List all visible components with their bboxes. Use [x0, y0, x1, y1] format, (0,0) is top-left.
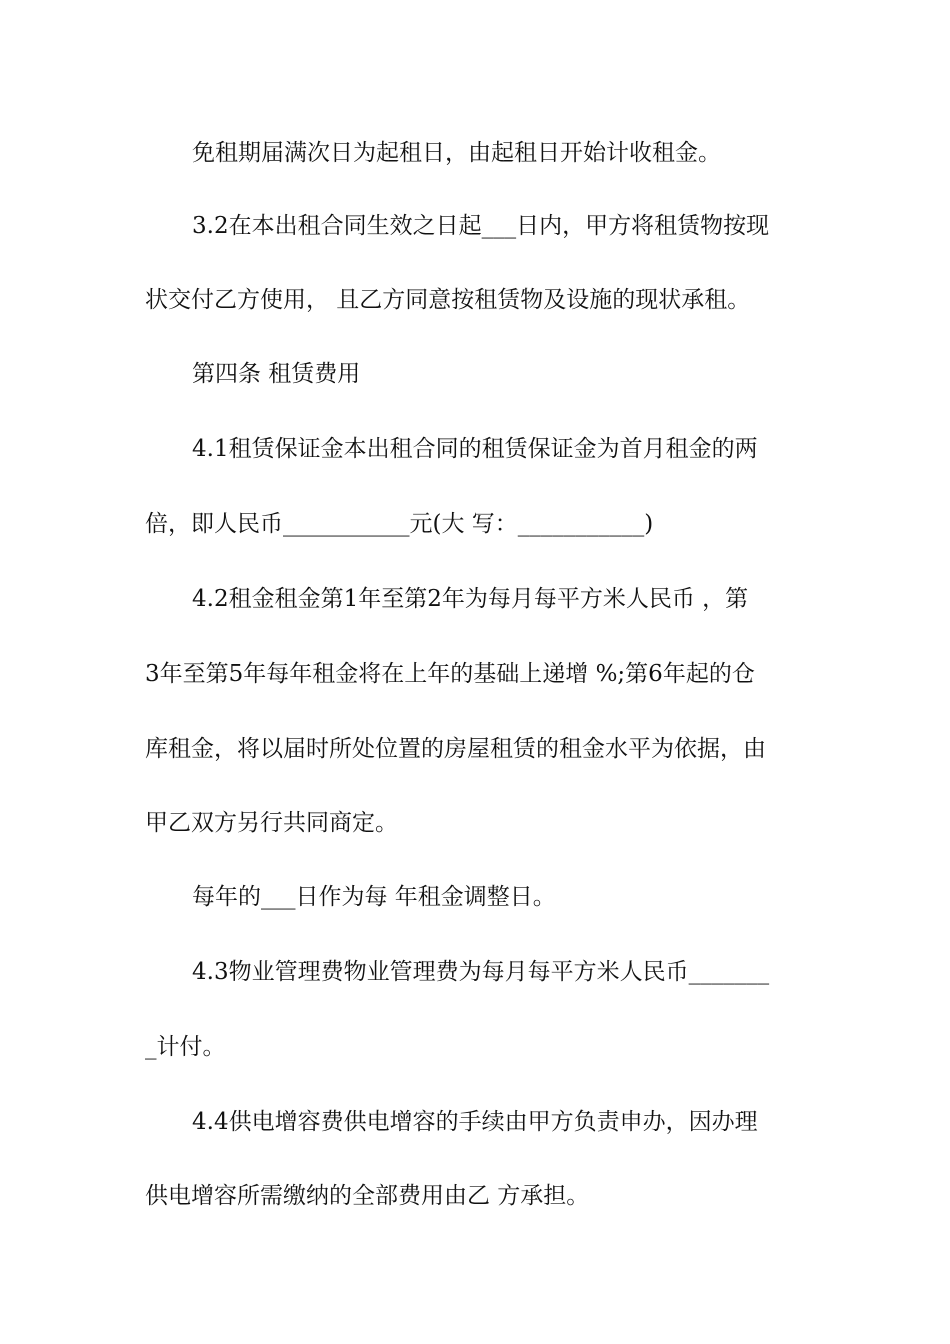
paragraph-line: 甲乙双方另行共同商定。: [145, 810, 398, 836]
paragraph-line: _计付。: [145, 1034, 226, 1060]
section-heading: 第四条 租赁费用: [192, 361, 361, 387]
paragraph-line: 4.1租赁保证金本出租合同的租赁保证金为首月租金的两: [192, 436, 758, 462]
paragraph-line: 每年的___日作为每 年租金调整日。: [192, 884, 556, 910]
paragraph-line: 倍，即人民币___________元(大 写：___________): [145, 511, 654, 537]
paragraph-line: 供电增容所需缴纳的全部费用由乙 方承担。: [145, 1183, 590, 1209]
paragraph-line: 3.2在本出租合同生效之日起___日内，甲方将租赁物按现: [192, 213, 770, 239]
paragraph-line: 4.3物业管理费物业管理费为每月每平方米人民币_______: [192, 959, 770, 985]
paragraph-line: 4.4供电增容费供电增容的手续由甲方负责申办，因办理: [192, 1109, 758, 1135]
paragraph-line: 3年至第5年每年租金将在上年的基础上递增 %;第6年起的仓: [145, 661, 755, 687]
paragraph-line: 4.2租金租金第1年至第2年为每月每平方米人民币 ，第: [192, 586, 749, 612]
paragraph-line: 库租金，将以届时所处位置的房屋租赁的租金水平为依据，由: [145, 736, 766, 762]
paragraph-line: 免租期届满次日为起租日，由起租日开始计收租金。: [192, 140, 721, 166]
paragraph-line: 状交付乙方使用， 且乙方同意按租赁物及设施的现状承租。: [145, 287, 751, 313]
